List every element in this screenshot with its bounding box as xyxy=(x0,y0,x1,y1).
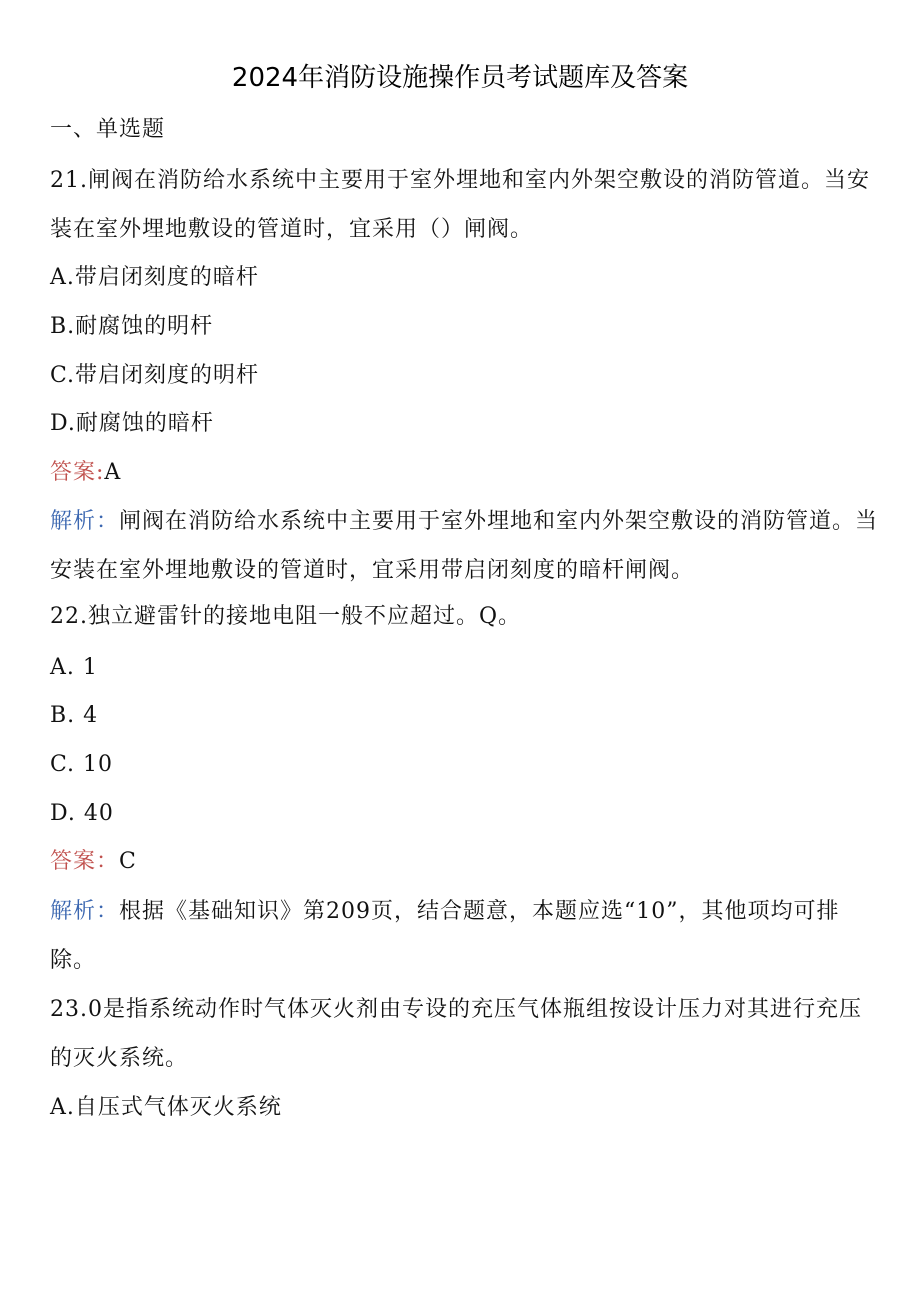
question-22-analysis xyxy=(50,887,880,985)
analysis-text: 闸阀在消防给水系统中主要用于室外埋地和室内外架空敷设的消防管道。当安装在室外埋地敷设的管道时，宜采用带启闭刻度的暗杆闸阀。 xyxy=(50,509,879,583)
question-22-stem: 22.独立避雷针的接地电阻一般不应超过。Q。 xyxy=(50,604,522,629)
document-title: 2024年消防设施操作员考试题库及答案 xyxy=(231,63,689,93)
answer-label: 答案： xyxy=(50,849,120,874)
question-21-analysis xyxy=(50,497,880,595)
analysis-label: 解析： xyxy=(50,509,120,534)
question-22-answer xyxy=(50,845,880,879)
answer-value: C xyxy=(119,849,137,874)
question-21-option-c: C.带启闭刻度的明杆 xyxy=(50,363,260,388)
analysis-label: 解析： xyxy=(50,899,120,924)
question-23-option-a: A.自压式气体灭火系统 xyxy=(50,1095,282,1120)
answer-value: A xyxy=(104,460,122,485)
section-heading: 一、单选题 xyxy=(50,117,166,142)
question-22-option-a: A. 1 xyxy=(50,655,98,680)
question-21-answer xyxy=(50,456,880,490)
question-21-option-b: B.耐腐蚀的明杆 xyxy=(50,314,214,339)
question-21-option-a: A.带启闭刻度的暗杆 xyxy=(50,265,259,290)
question-22-option-b: B. 4 xyxy=(50,703,99,728)
analysis-text: 根据《基础知识》第209页，结合题意，本题应选“10”，其他项均可排除。 xyxy=(50,899,840,973)
question-21-option-d: D.耐腐蚀的暗杆 xyxy=(50,411,214,436)
question-23-stem: 23.0是指系统动作时气体灭火剂由专设的充压气体瓶组按设计压力对其进行充压的灭火系统。 xyxy=(50,997,862,1071)
answer-label: 答案: xyxy=(50,460,105,485)
question-21-stem: 21.闸阀在消防给水系统中主要用于室外埋地和室内外架空敷设的消防管道。当安装在室外埋地敷设的管道时，宜采用（）闸阀。 xyxy=(50,168,870,242)
question-22-option-c: C. 10 xyxy=(50,752,114,777)
question-22-option-d: D. 40 xyxy=(50,801,114,826)
